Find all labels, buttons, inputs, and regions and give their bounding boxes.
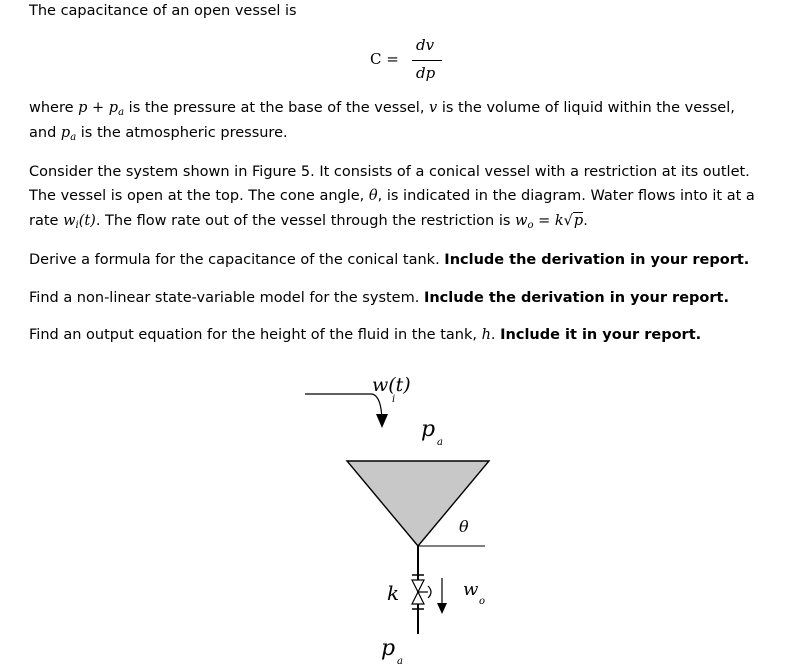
task-1-bold: Include the derivation in your report. (444, 252, 750, 268)
where-text-3: is the volume of liquid within the vessel, (437, 100, 735, 116)
math-eq-k: = k (533, 213, 564, 229)
math-p-plus-p: p + p (78, 100, 119, 116)
valve-lower-triangle (412, 592, 424, 604)
math-v: v (429, 100, 438, 116)
where-text-5: is the atmospheric pressure. (76, 125, 288, 141)
math-sub-i: i (75, 220, 79, 231)
inflow-sub: i (392, 394, 396, 405)
math-sub-a2: a (70, 132, 77, 143)
consider-text-5: . The flow rate out of the vessel through the restriction is (95, 213, 516, 229)
eq-denominator: dp (416, 64, 436, 82)
task-3-text-1: Find an output equation for the height of the fluid in the tank, (29, 327, 482, 343)
restriction-k-label: k (387, 581, 400, 605)
inflow-arrow-icon (376, 414, 388, 428)
consider-text-3: , is indicated in the diagram. Water flows into it at a (377, 188, 755, 204)
math-sub-o: o (527, 220, 534, 231)
pa-bottom-sub: a (397, 656, 403, 667)
math-w2: w (515, 213, 528, 229)
pa-top-sub: a (437, 437, 443, 448)
task-2-bold: Include the derivation in your report. (423, 290, 729, 306)
math-theta: θ (368, 188, 378, 204)
consider-text-4: rate (29, 213, 64, 229)
sqrt-arg: p (573, 213, 584, 229)
consider-text-1: Consider the system shown in Figure 5. It consists of a conical vessel with a restriction at its outlet. (29, 164, 750, 180)
where-text-4: and (29, 125, 61, 141)
valve-actuator (428, 586, 431, 598)
task-2-text: Find a non-linear state-variable model for the system. (29, 290, 424, 306)
where-text-2: is the pressure at the base of the vessel, (124, 100, 430, 116)
pa-top-label: p (421, 417, 436, 442)
consider-text-6: . (583, 213, 588, 229)
math-sub-a: a (118, 107, 125, 118)
eq-lhs: C = (370, 50, 399, 68)
consider-text-2: The vessel is open at the top. The cone angle, (29, 188, 369, 204)
math-w: w (63, 213, 76, 229)
sqrt-sign: √ (563, 213, 573, 229)
theta-label: θ (459, 517, 469, 536)
valve-upper-triangle (412, 580, 424, 592)
outflow-label: w (463, 579, 479, 600)
eq-numerator: dv (416, 36, 435, 54)
where-text-1: where (29, 100, 79, 116)
task-1-text: Derive a formula for the capacitance of the conical tank. (29, 252, 445, 268)
inflow-label: w(t) (372, 374, 411, 396)
outflow-arrow-icon (437, 603, 447, 614)
task-3-bold: Include it in your report. (500, 327, 702, 343)
math-p: p (60, 125, 71, 141)
math-h: h (481, 327, 491, 343)
math-t-arg: (t) (78, 213, 96, 229)
outflow-sub: o (479, 596, 486, 607)
pa-bottom-label: p (381, 636, 396, 661)
task-3-text-2: . (490, 327, 501, 343)
intro-sentence: The capacitance of an open vessel is (29, 3, 297, 19)
